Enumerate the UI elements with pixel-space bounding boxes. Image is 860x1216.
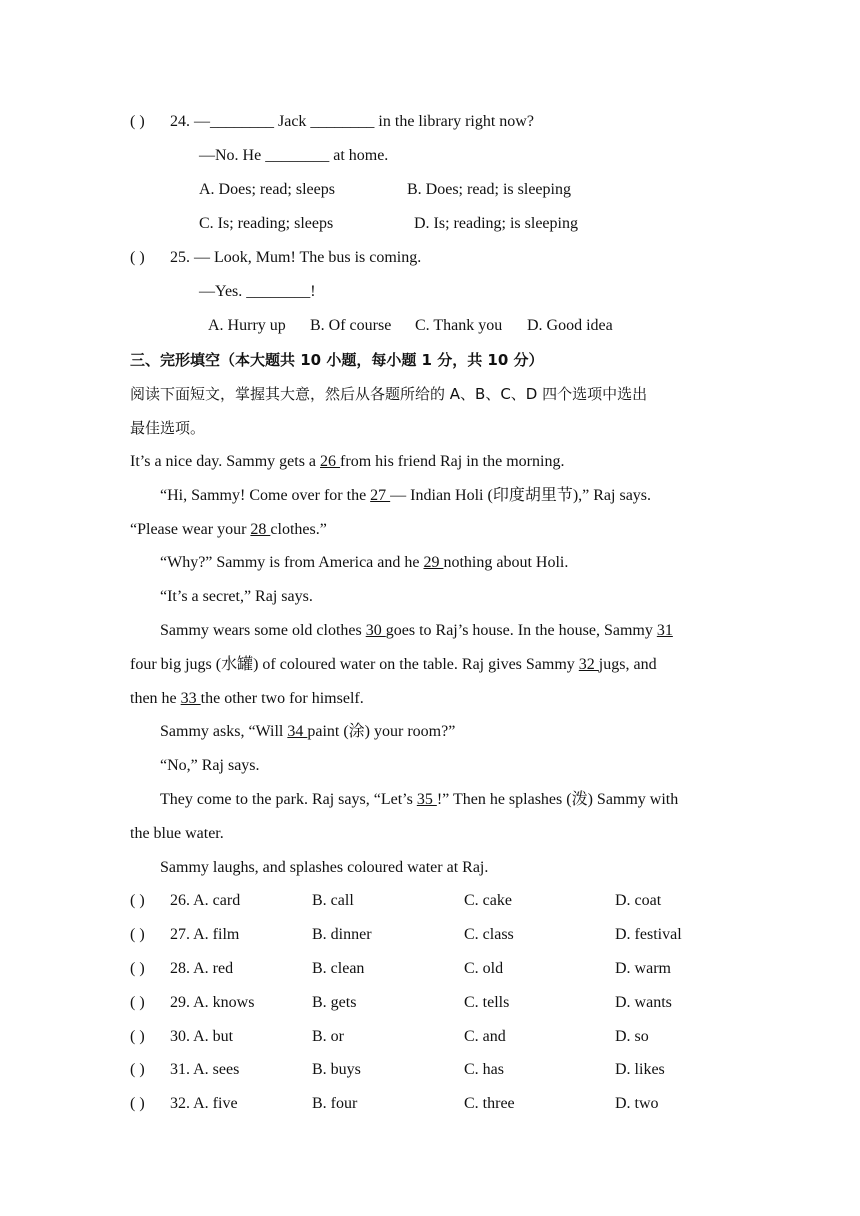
option-d: D. so — [615, 1028, 649, 1045]
option-b: B. call — [312, 892, 354, 909]
passage-text: four big jugs (水罐) of coloured water on the table. Raj gives Sammy — [130, 656, 579, 673]
option-c: C. has — [464, 1061, 504, 1078]
option-a: 28. A. red — [170, 960, 234, 977]
passage-text: !” Then he splashes (泼) Sammy with — [436, 791, 679, 808]
passage-text: They come to the park. Raj says, “Let’s — [160, 791, 417, 808]
passage-text: jugs, and — [598, 656, 657, 673]
option-row — [130, 925, 239, 945]
option-d: D. wants — [615, 994, 672, 1011]
passage-text: Sammy wears some old clothes — [160, 622, 366, 639]
option-c: C. tells — [464, 994, 510, 1011]
option-b: B. buys — [312, 1061, 361, 1078]
blank-31: 31 — [656, 622, 673, 639]
option-row — [130, 1027, 233, 1047]
section-instruction-cont: 最佳选项。 — [130, 419, 206, 437]
passage-text: “Hi, Sammy! Come over for the — [160, 487, 371, 504]
blank-28: 28 — [250, 521, 271, 538]
option-c: C. Is; reading; sleeps — [199, 215, 334, 232]
option-b: B. Of course — [310, 317, 392, 334]
passage-line — [130, 452, 564, 472]
answer-paren: ( ) — [130, 926, 145, 943]
option-d: D. coat — [615, 892, 662, 909]
option-d: D. warm — [615, 960, 671, 977]
option-b: B. gets — [312, 994, 357, 1011]
option-c: C. Thank you — [415, 317, 503, 334]
option-c: C. old — [464, 960, 504, 977]
passage-text: “Why?” Sammy is from America and he — [160, 554, 424, 571]
passage-text: paint (涂) your room?” — [307, 723, 456, 740]
passage-line: “No,” Raj says. — [160, 757, 260, 774]
passage-line: “It’s a secret,” Raj says. — [160, 588, 313, 605]
passage-line — [130, 689, 364, 709]
passage-line — [130, 520, 327, 540]
option-row — [130, 1060, 239, 1080]
passage-line: Sammy laughs, and splashes coloured water at Raj. — [160, 859, 489, 876]
passage-text: then he — [130, 690, 181, 707]
passage-text: from his friend Raj in the morning. — [340, 453, 565, 470]
option-a: A. Hurry up — [208, 317, 286, 334]
answer-paren: ( ) — [130, 113, 145, 130]
blank-33: 33 — [180, 690, 201, 707]
answer-paren: ( ) — [130, 1095, 145, 1112]
option-b: B. four — [312, 1095, 358, 1112]
passage-text: nothing about Holi. — [443, 554, 569, 571]
passage-line — [160, 621, 673, 641]
question-25-line2: —Yes. ________! — [199, 283, 316, 300]
question-24-line2: —No. He ________ at home. — [199, 147, 389, 164]
passage-text: Sammy asks, “Will — [160, 723, 288, 740]
option-b: B. clean — [312, 960, 365, 977]
option-c: C. class — [464, 926, 514, 943]
answer-paren: ( ) — [130, 892, 145, 909]
passage-line: the blue water. — [130, 825, 224, 842]
answer-paren: ( ) — [130, 1061, 145, 1078]
option-c: C. and — [464, 1028, 506, 1045]
blank-32: 32 — [578, 656, 599, 673]
passage-text: “Please wear your — [130, 521, 251, 538]
option-row — [130, 993, 254, 1013]
answer-paren: ( ) — [130, 249, 145, 266]
blank-35: 35 — [416, 791, 437, 808]
option-a: 31. A. sees — [170, 1061, 240, 1078]
passage-line — [160, 790, 678, 810]
answer-paren: ( ) — [130, 994, 145, 1011]
option-row — [130, 1094, 238, 1114]
option-c: C. three — [464, 1095, 515, 1112]
question-24 — [130, 112, 534, 132]
option-a: 27. A. film — [170, 926, 240, 943]
option-a: 26. A. card — [170, 892, 241, 909]
question-stem: 25. — Look, Mum! The bus is coming. — [170, 249, 422, 266]
passage-text: — Indian Holi (印度胡里节),” Raj says. — [390, 487, 652, 504]
passage-text: clothes.” — [270, 521, 327, 538]
option-a: 32. A. five — [170, 1095, 238, 1112]
blank-34: 34 — [287, 723, 308, 740]
question-stem: 24. —________ Jack ________ in the library right now? — [170, 113, 534, 130]
blank-30: 30 — [365, 622, 386, 639]
blank-26: 26 — [320, 453, 341, 470]
option-a: 29. A. knows — [170, 994, 255, 1011]
blank-27: 27 — [370, 487, 391, 504]
option-d: D. two — [615, 1095, 659, 1112]
passage-line — [160, 722, 455, 742]
question-25 — [130, 248, 421, 268]
option-d: D. Is; reading; is sleeping — [414, 215, 578, 232]
option-b: B. dinner — [312, 926, 372, 943]
option-a: A. Does; read; sleeps — [199, 181, 335, 198]
passage-line — [130, 655, 657, 675]
option-d: D. festival — [615, 926, 682, 943]
option-row — [130, 891, 240, 911]
option-b: B. or — [312, 1028, 344, 1045]
passage-line — [160, 486, 651, 506]
section-instruction: 阅读下面短文，掌握其大意，然后从各题所给的 A、B、C、D 四个选项中选出 — [130, 385, 648, 403]
option-row — [130, 959, 233, 979]
passage-text: goes to Raj’s house. In the house, Sammy — [385, 622, 657, 639]
passage-text: the other two for himself. — [200, 690, 364, 707]
section-heading: 三、完形填空（本大题共 10 小题，每小题 1 分，共 10 分） — [130, 351, 544, 369]
option-b: B. Does; read; is sleeping — [407, 181, 571, 198]
option-a: 30. A. but — [170, 1028, 234, 1045]
blank-29: 29 — [423, 554, 444, 571]
answer-paren: ( ) — [130, 1028, 145, 1045]
option-c: C. cake — [464, 892, 512, 909]
passage-line — [160, 553, 568, 573]
passage-text: It’s a nice day. Sammy gets a — [130, 453, 321, 470]
answer-paren: ( ) — [130, 960, 145, 977]
option-d: D. Good idea — [527, 317, 613, 334]
option-d: D. likes — [615, 1061, 665, 1078]
